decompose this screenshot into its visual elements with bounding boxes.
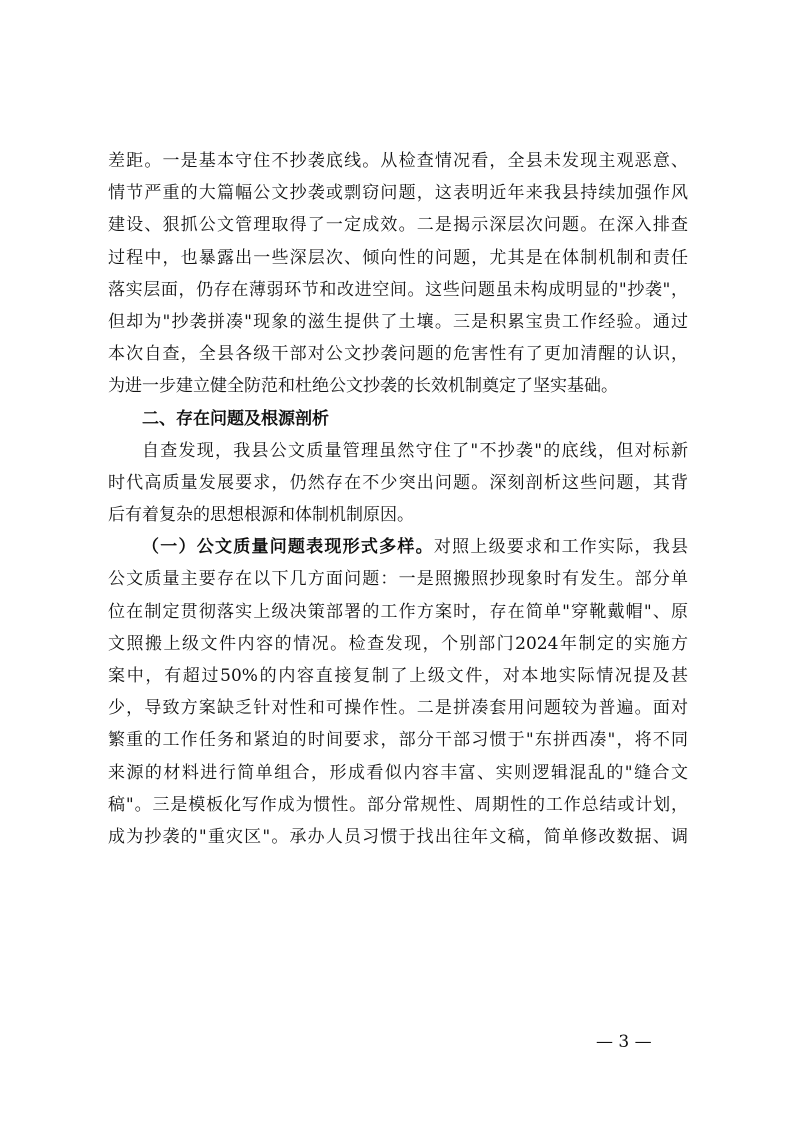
text-line: 本次自查，全县各级干部对公文抄袭问题的危害性有了更加清醒的认识，: [108, 344, 688, 365]
text-line: 落实层面，仍存在薄弱环节和改进空间。这些问题虽未构成明显的"抄袭"，: [108, 279, 688, 300]
text-line: 文照搬上级文件内容的情况。检查发现，个别部门2024年制定的实施方: [108, 633, 688, 654]
text-line: 繁重的工作任务和紧迫的时间要求，部分干部习惯于"东拼西凑"，将不同: [108, 730, 688, 751]
subsection-title: （一）公文质量问题表现形式多样。: [142, 537, 434, 558]
text-line: 时代高质量发展要求，仍然存在不少突出问题。深刻剖析这些问题，其背: [108, 472, 688, 493]
paragraph-summary: [108, 145, 688, 403]
text-line: 差距。一是基本守住不抄袭底线。从检查情况看，全县未发现主观恶意、: [108, 151, 688, 171]
text-line: 公文质量主要存在以下几方面问题：一是照搬照抄现象时有发生。部分单: [108, 569, 688, 590]
paragraph-intro: [108, 435, 688, 532]
text-line: 过程中，也暴露出一些深层次、倾向性的问题，尤其是在体制机制和责任: [108, 247, 688, 268]
document-body: [108, 145, 688, 853]
text-line: 建设、狠抓公文管理取得了一定成效。二是揭示深层次问题。在深入排查: [108, 215, 688, 236]
text-line: [108, 531, 688, 563]
text-line: 少，导致方案缺乏针对性和可操作性。二是拼凑套用问题较为普遍。面对: [108, 698, 688, 719]
text-line: 稿"。三是模板化写作成为惯性。部分常规性、周期性的工作总结或计划，: [108, 794, 688, 815]
text-line: 来源的材料进行简单组合，形成看似内容丰富、实则逻辑混乱的"缝合文: [108, 762, 688, 783]
text-line: 案中，有超过50%的内容直接复制了上级文件，对本地实际情况提及甚: [108, 666, 688, 686]
text-line: 为进一步建立健全防范和杜绝公文抄袭的长效机制奠定了坚实基础。: [108, 376, 618, 397]
text-line: 后有着复杂的思想根源和体制机制原因。: [108, 505, 414, 526]
text-line: 成为抄袭的"重灾区"。承办人员习惯于找出往年文稿，简单修改数据、调: [108, 826, 688, 847]
paragraph-subsection-one: [108, 531, 688, 853]
text-line: 情节严重的大篇幅公文抄袭或剽窃问题，这表明近年来我县持续加强作风: [108, 183, 688, 204]
page-number: — 3 —: [596, 1032, 652, 1052]
text-line: 但却为"抄袭拼凑"现象的滋生提供了土壤。三是积累宝贵工作经验。通过: [108, 311, 688, 332]
subsection-first-line: 对照上级要求和工作实际，我县: [433, 537, 689, 558]
text-line: 位在制定贯彻落实上级决策部署的工作方案时，存在简单"穿靴戴帽"、原: [108, 601, 688, 622]
section-heading: 二、存在问题及根源剖析: [142, 408, 329, 429]
text-line: 自查发现，我县公文质量管理虽然守住了"不抄袭"的底线，但对标新: [142, 440, 688, 461]
